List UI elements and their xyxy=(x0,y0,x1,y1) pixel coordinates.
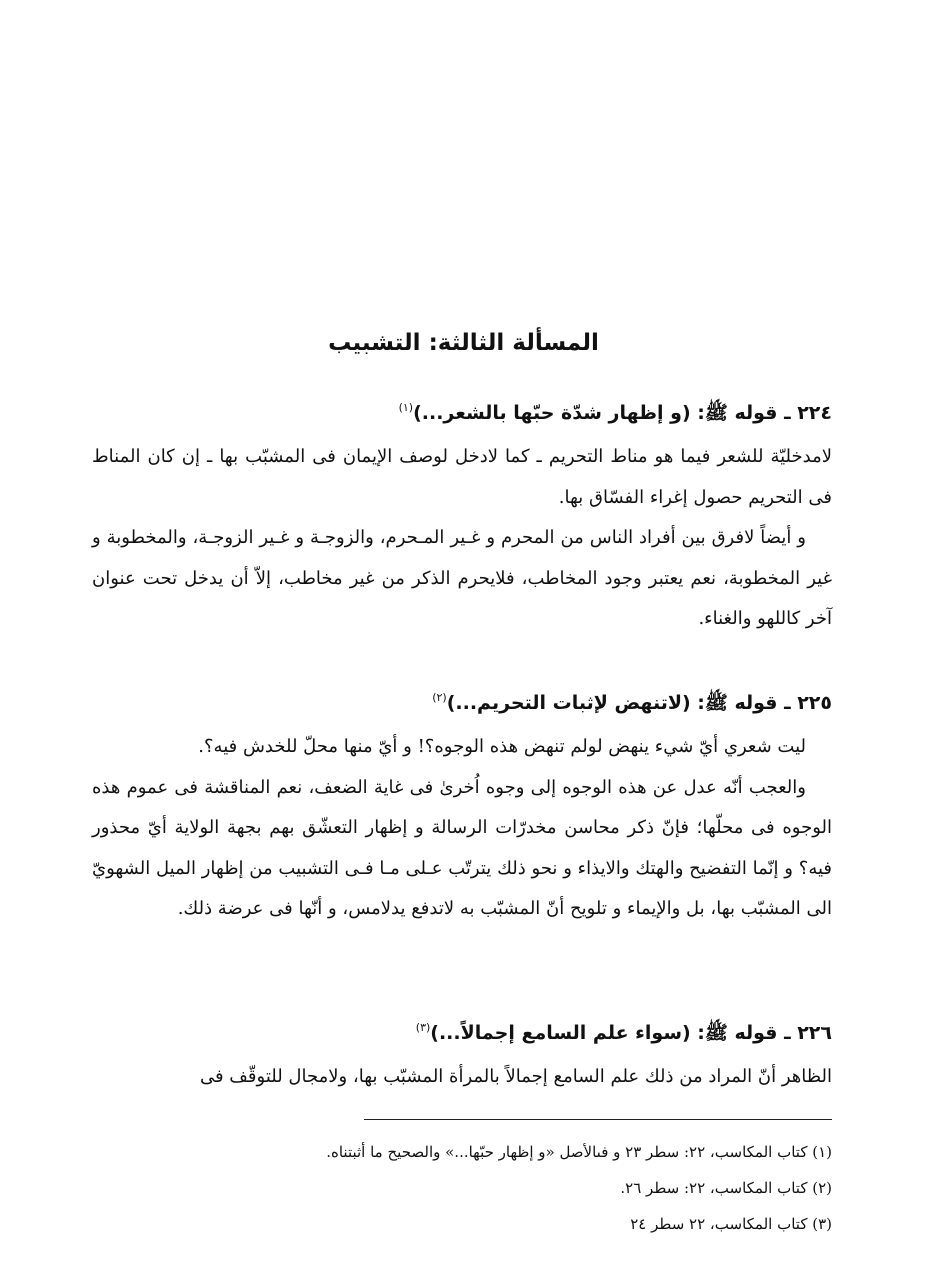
footnotes xyxy=(92,1134,832,1242)
footnote-item: (٣) كتاب المكاسب، ٢٢ سطر ٢٤ xyxy=(630,1215,832,1233)
footnote-ref: (٣) xyxy=(415,1021,431,1034)
section-heading-text: ٢٢٤ ـ قوله ﷺ: (و إظهار شدّة حبّها بالشعر...) xyxy=(413,402,832,424)
section-224 xyxy=(92,396,832,640)
section-heading-text: ٢٢٦ ـ قوله ﷺ: (سواء علم السامع إجمالاً...) xyxy=(430,1022,832,1044)
section-225 xyxy=(92,686,832,930)
section-heading xyxy=(92,396,832,433)
paragraph: والعجب أنّه عدل عن هذه الوجوه إلى وجوه اُخرىٰ فى غاية الضعف، نعم المناقشة فى عموم هذه الوجوه فى محلّها؛ فإنّ ذكر محاسن مخدرّات الرسالة و إظهار التعشّق بهم بجهة الولاية أيّ محذور فيه؟ و إنّما التفضيح والهتك والايذاء و نحو ذلك يترتّب عـلى مـا فـى التشبيب من إظهار الميل الشهويّ الى المشبّب بها، بل والإيماء و تلويح أنّ المشبّب به لاتدفع يدلامس، و أنّها فى عرضة ذلك. xyxy=(92,776,832,919)
paragraph: الظاهر أنّ المراد من ذلك علم السامع إجمالاً بالمرأة المشبّب بها، ولامجال للتوقّف فى xyxy=(199,1066,832,1087)
paragraph: ليت شعري أيّ شيء ينهض لولم تنهض هذه الوجوه؟! و أيّ منها محلّ للخدش فيه؟. xyxy=(198,736,806,757)
page-title: المسألة الثالثة: التشبيب xyxy=(328,330,599,356)
section-heading xyxy=(92,1016,832,1053)
section-heading xyxy=(92,686,832,723)
footnote-item: (٢) كتاب المكاسب، ٢٢: سطر ٢٦. xyxy=(620,1179,832,1197)
section-226 xyxy=(92,1016,832,1098)
footnote-item: (١) كتاب المكاسب، ٢٢: سطر ٢٣ و فىالأصل «و إظهار حبّها...» والصحيح ما أثبتناه. xyxy=(326,1143,832,1161)
footnote-divider xyxy=(364,1119,832,1120)
footnote-ref: (٢) xyxy=(432,691,447,704)
paragraph: و أيضاً لافرق بين أفراد الناس من المحرم و غـير المـحرم، والزوجـة و غـير الزوجـة، والمخطوبة و غير المخطوبة، نعم يعتبر وجود المخاطب، فلايحرم الذكر من غير مخاطب، إلاّ أن يدخل تحت عنوان آخر كاللهو والغناء. xyxy=(92,527,832,629)
paragraph: لامدخليّة للشعر فيما هو مناط التحريم ـ كما لادخل لوصف الإيمان فى المشبّب بها ـ إن كان المناط فى التحريم حصول إغراء الفسّاق بها. xyxy=(92,446,832,508)
section-heading-text: ٢٢٥ ـ قوله ﷺ: (لاتنهض لإثبات التحريم...) xyxy=(446,692,832,714)
footnote-ref: (١) xyxy=(398,401,414,414)
